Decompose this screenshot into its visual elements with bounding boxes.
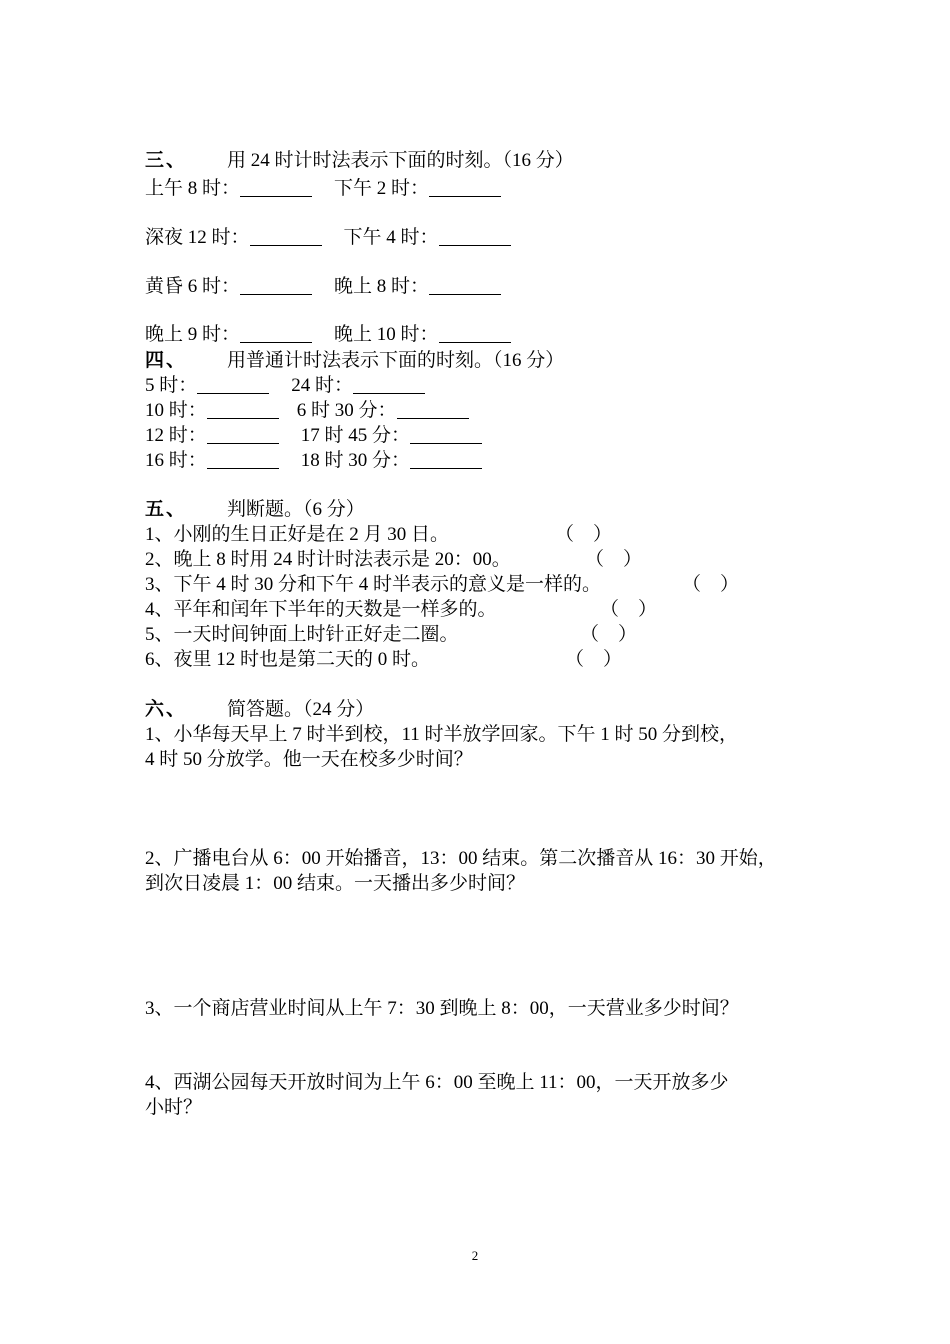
- section-number: 五、: [145, 499, 188, 520]
- section-5-heading: [145, 497, 365, 523]
- s3-row-4: [145, 322, 511, 348]
- answer-paren[interactable]: （ ）: [580, 624, 638, 645]
- section-number: 四、: [145, 350, 188, 371]
- section-number: 六、: [145, 699, 188, 720]
- answer-paren[interactable]: （ ）: [600, 599, 658, 620]
- s4-row-3: [145, 423, 482, 449]
- answer-blank[interactable]: [439, 227, 511, 246]
- section-6-heading: [145, 697, 374, 723]
- question-1-line-2: 4 时 50 分放学。他一天在校多少时间？: [145, 749, 473, 770]
- label: 12 时：: [145, 425, 207, 446]
- label: 16 时：: [145, 450, 207, 471]
- label: 晚上 8 时：: [334, 276, 430, 297]
- answer-blank[interactable]: [197, 375, 269, 394]
- label: 10 时：: [145, 400, 207, 421]
- label: 下午 4 时：: [343, 227, 439, 248]
- label: 黄昏 6 时：: [145, 276, 241, 297]
- answer-paren[interactable]: （ ）: [585, 549, 643, 570]
- section-title: 用 24 时计时法表示下面的时刻。（16 分）: [227, 150, 574, 171]
- answer-paren[interactable]: （ ）: [555, 524, 613, 545]
- question-2-line-1: 2、广播电台从 6：00 开始播音，13：00 结束。第二次播音从 16：30 开始，: [145, 848, 777, 869]
- answer-blank[interactable]: [207, 400, 279, 419]
- label: 24 时：: [291, 375, 354, 396]
- question-4-line-1: 4、西湖公园每天开放时间为上午 6：00 至晚上 11：00，一天开放多少: [145, 1072, 729, 1093]
- label: 上午 8 时：: [145, 178, 241, 199]
- label: 6 时 30 分：: [296, 400, 397, 421]
- label: 18 时 30 分：: [300, 450, 411, 471]
- label: 17 时 45 分：: [300, 425, 411, 446]
- label: 5 时：: [145, 375, 198, 396]
- label: 深夜 12 时：: [145, 227, 250, 248]
- answer-blank[interactable]: [397, 400, 469, 419]
- s3-row-1: [145, 176, 501, 202]
- s4-row-4: [145, 448, 482, 474]
- question-4-line-2: 小时？: [145, 1097, 203, 1118]
- section-title: 简答题。（24 分）: [227, 699, 375, 720]
- s3-row-3: [145, 274, 501, 300]
- section-4-heading: [145, 348, 564, 374]
- s3-row-2: [145, 225, 511, 251]
- s4-row-1: [145, 373, 425, 399]
- judge-item: 3、下午 4 时 30 分和下午 4 时半表示的意义是一样的。: [145, 574, 602, 595]
- answer-blank[interactable]: [429, 178, 501, 197]
- answer-blank[interactable]: [250, 227, 322, 246]
- judge-item: 1、小刚的生日正好是在 2 月 30 日。: [145, 524, 450, 545]
- label: 晚上 10 时：: [334, 324, 439, 345]
- question-1-line-1: 1、小华每天早上 7 时半到校，11 时半放学回家。下午 1 时 50 分到校，: [145, 724, 739, 745]
- section-number: 三、: [145, 150, 188, 171]
- section-title: 用普通计时法表示下面的时刻。（16 分）: [227, 350, 565, 371]
- judge-item: 2、晚上 8 时用 24 时计时法表示是 20：00。: [145, 549, 511, 570]
- answer-blank[interactable]: [410, 425, 482, 444]
- label: 下午 2 时：: [334, 178, 430, 199]
- section-3-heading: [145, 148, 574, 174]
- judge-item: 4、平年和闰年下半年的天数是一样多的。: [145, 599, 497, 620]
- answer-blank[interactable]: [240, 178, 312, 197]
- answer-paren[interactable]: （ ）: [565, 649, 623, 670]
- question-2-line-2: 到次日凌晨 1：00 结束。一天播出多少时间？: [145, 873, 526, 894]
- question-3-line-1: 3、一个商店营业时间从上午 7：30 到晚上 8：00，一天营业多少时间？: [145, 998, 739, 1019]
- answer-blank[interactable]: [207, 450, 279, 469]
- page-number: 2: [471, 1248, 479, 1263]
- answer-blank[interactable]: [429, 276, 501, 295]
- section-title: 判断题。（6 分）: [227, 499, 365, 520]
- label: 晚上 9 时：: [145, 324, 241, 345]
- answer-blank[interactable]: [207, 425, 279, 444]
- answer-blank[interactable]: [240, 324, 312, 343]
- answer-paren[interactable]: （ ）: [682, 574, 740, 595]
- answer-blank[interactable]: [240, 276, 312, 295]
- s4-row-2: [145, 398, 469, 424]
- judge-item: 6、夜里 12 时也是第二天的 0 时。: [145, 649, 431, 670]
- judge-item: 5、一天时间钟面上时针正好走二圈。: [145, 624, 459, 645]
- answer-blank[interactable]: [439, 324, 511, 343]
- answer-blank[interactable]: [353, 375, 425, 394]
- answer-blank[interactable]: [410, 450, 482, 469]
